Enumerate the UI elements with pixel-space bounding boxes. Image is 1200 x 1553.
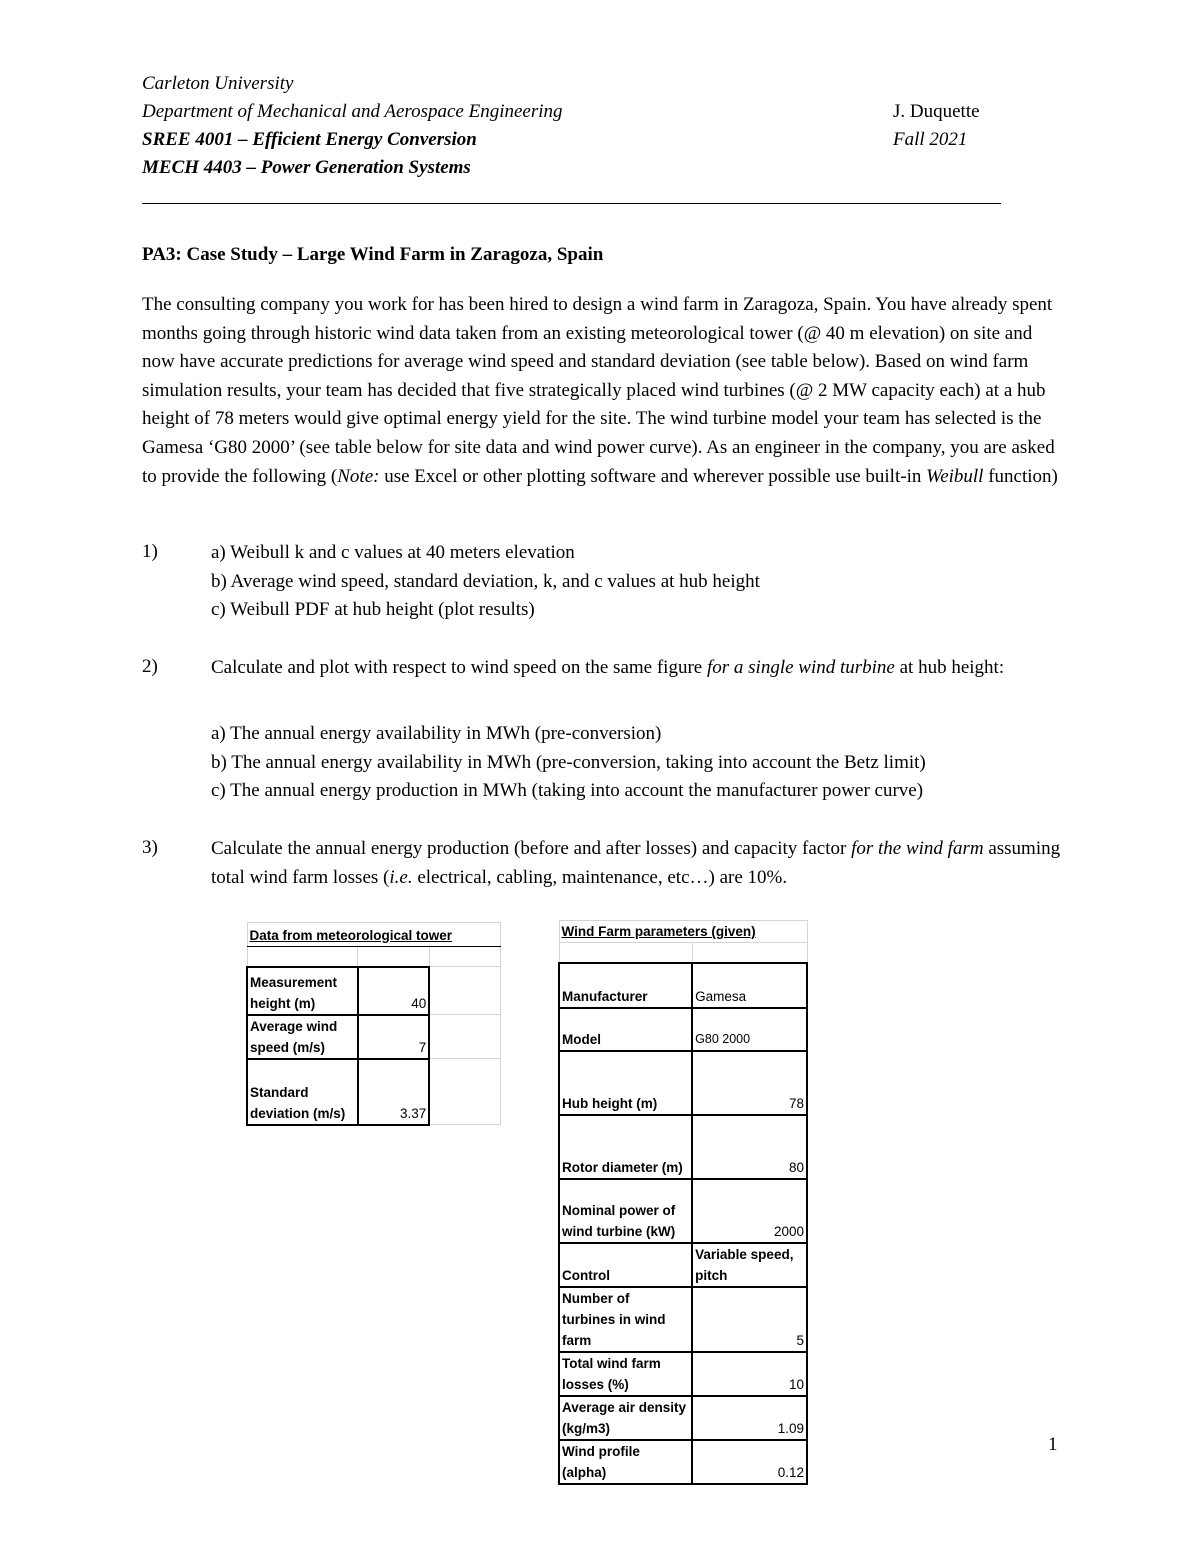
question-3-mid: assuming total wind farm losses ( (211, 838, 1061, 888)
farm-label-losses-l1: Total wind farm (562, 1355, 661, 1371)
farm-value-losses: 10 (692, 1352, 807, 1396)
course-sree: SREE 4001 – Efficient Energy Conversion (142, 129, 477, 150)
question-3-tail: electrical, cabling, maintenance, etc…) are 10%. (412, 866, 788, 888)
question-3-number: 3) (142, 837, 158, 858)
wind-farm-table (558, 920, 808, 1485)
farm-row-air-density (559, 1396, 807, 1440)
university-name: Carleton University (142, 73, 294, 94)
intro-note-label: Note: (337, 465, 380, 487)
farm-label-hub-height: Hub height (m) (559, 1051, 692, 1115)
farm-label-num-turbines (559, 1287, 692, 1352)
met-label-height-l2: height (m) (250, 995, 316, 1011)
spacer-cell (247, 947, 358, 967)
question-2-lead: Calculate and plot with respect to wind speed on the same figure (211, 657, 707, 678)
farm-label-num-turbines-l1: Number of (562, 1290, 630, 1306)
farm-label-nominal-power (559, 1179, 692, 1243)
met-value-height: 40 (358, 967, 430, 1015)
intro-text-main: The consulting company you work for has been hired to design a wind farm in Zaragoza, Spain. You have already spent months going through historic wind data taken from an existing meteorological tower (@ 40 m elevation) on site and now have accurate predictions for average wind speed and standard deviation (see table below). Based on wind farm simulation results, your team has decided that five strategically placed wind turbines (@ 2 MW capacity each) at a hub height of 78 meters would give optimal energy yield for the site. The wind turbine model your team has selected is the Gamesa ‘G80 2000’ (see table below for site data and wind power curve). As an engineer in the company, you are asked to provide the following ( (142, 294, 1055, 487)
farm-value-hub-height: 78 (692, 1051, 807, 1115)
farm-label-control: Control (559, 1243, 692, 1287)
met-value-speed: 7 (358, 1015, 430, 1059)
farm-row-hub-height (559, 1051, 807, 1115)
instructor-name: J. Duquette (893, 101, 980, 122)
farm-value-control-l1: Variable speed, (695, 1246, 794, 1262)
farm-label-losses-l2: losses (%) (562, 1376, 629, 1392)
question-1c: c) Weibull PDF at hub height (plot results) (211, 599, 535, 620)
met-tower-table (246, 922, 501, 1126)
farm-label-model: Model (559, 1008, 692, 1051)
farm-row-model (559, 1008, 807, 1051)
farm-value-rotor-diameter: 80 (692, 1115, 807, 1179)
department-name: Department of Mechanical and Aerospace Engineering (142, 101, 563, 122)
farm-label-num-turbines-l2: turbines in wind (562, 1311, 666, 1327)
intro-paragraph (142, 291, 1064, 491)
farm-label-wind-profile (559, 1440, 692, 1484)
question-3-emph: for the wind farm (851, 838, 984, 859)
farm-label-air-density-l2: (kg/m3) (562, 1420, 611, 1436)
page-number: 1 (1048, 1434, 1058, 1455)
question-1a: a) Weibull k and c values at 40 meters elevation (211, 542, 575, 563)
met-row-height (247, 967, 501, 1015)
farm-row-control (559, 1243, 807, 1287)
met-row-stddev (247, 1059, 501, 1125)
intro-text-mid: use Excel or other plotting software and wherever possible use built-in (379, 465, 927, 487)
farm-row-rotor-diameter (559, 1115, 807, 1179)
farm-table-title-cell (559, 921, 807, 943)
farm-label-manufacturer: Manufacturer (559, 963, 692, 1008)
farm-value-num-turbines: 5 (692, 1287, 807, 1352)
met-label-stddev-l2: deviation (m/s) (250, 1105, 346, 1121)
question-2-number: 2) (142, 656, 158, 677)
farm-label-rotor-diameter: Rotor diameter (m) (559, 1115, 692, 1179)
question-3-stem (211, 835, 1063, 892)
question-2-stem (211, 654, 1066, 683)
farm-row-losses (559, 1352, 807, 1396)
spacer-cell (358, 947, 430, 967)
question-1-number: 1) (142, 541, 158, 562)
question-3-ie: i.e. (389, 866, 413, 888)
met-row-speed (247, 1015, 501, 1059)
farm-row-nominal-power (559, 1179, 807, 1243)
intro-text-end: function) (983, 465, 1058, 487)
empty-cell (429, 1059, 500, 1125)
farm-label-wind-profile-l1: Wind profile (562, 1443, 640, 1459)
met-label-speed (247, 1015, 358, 1059)
empty-cell (429, 967, 500, 1015)
farm-value-model: G80 2000 (692, 1008, 807, 1051)
met-table-title-cell (247, 923, 501, 947)
question-1b: b) Average wind speed, standard deviation, k, and c values at hub height (211, 571, 760, 592)
question-2-emph: for a single wind turbine (706, 657, 895, 678)
farm-row-wind-profile (559, 1440, 807, 1484)
farm-label-num-turbines-l3: farm (562, 1332, 592, 1348)
farm-spacer-row (559, 943, 807, 963)
farm-value-wind-profile: 0.12 (692, 1440, 807, 1484)
farm-label-air-density-l1: Average air density (562, 1399, 687, 1415)
farm-row-manufacturer (559, 963, 807, 1008)
farm-value-control-l2: pitch (695, 1267, 728, 1283)
farm-table-title: Wind Farm parameters (given) (561, 924, 756, 939)
question-2-tail: at hub height: (894, 657, 1005, 678)
farm-value-manufacturer: Gamesa (692, 963, 807, 1008)
met-label-stddev-l1: Standard (250, 1084, 309, 1100)
empty-cell (429, 1015, 500, 1059)
met-value-stddev: 3.37 (358, 1059, 430, 1125)
question-2c: c) The annual energy production in MWh (taking into account the manufacturer power curve) (211, 780, 924, 801)
question-3-lead: Calculate the annual energy production (before and after losses) and capacity factor (211, 838, 852, 859)
met-title-row (247, 923, 501, 947)
spacer-cell (429, 947, 500, 967)
farm-row-num-turbines (559, 1287, 807, 1352)
farm-label-losses (559, 1352, 692, 1396)
farm-label-nominal-power-l1: Nominal power of (562, 1202, 676, 1218)
farm-value-air-density: 1.09 (692, 1396, 807, 1440)
farm-title-row (559, 921, 807, 943)
farm-label-wind-profile-l2: (alpha) (562, 1464, 607, 1480)
course-mech: MECH 4403 – Power Generation Systems (142, 157, 471, 178)
met-label-height (247, 967, 358, 1015)
met-label-speed-l1: Average wind (250, 1018, 338, 1034)
term: Fall 2021 (893, 129, 968, 150)
met-label-speed-l2: speed (m/s) (250, 1039, 326, 1055)
farm-label-nominal-power-l2: wind turbine (kW) (562, 1223, 676, 1239)
intro-weibull-word: Weibull (926, 465, 984, 487)
question-2b: b) The annual energy availability in MWh (pre-conversion, taking into account the Betz limit) (211, 752, 926, 773)
farm-value-control (692, 1243, 807, 1287)
spacer-cell (692, 943, 807, 963)
header-rule (142, 203, 1001, 204)
met-spacer-row (247, 947, 501, 967)
page-title: PA3: Case Study – Large Wind Farm in Zaragoza, Spain (142, 244, 604, 265)
met-label-height-l1: Measurement (250, 974, 338, 990)
met-label-stddev (247, 1059, 358, 1125)
farm-value-nominal-power: 2000 (692, 1179, 807, 1243)
farm-label-air-density (559, 1396, 692, 1440)
question-2a: a) The annual energy availability in MWh (pre-conversion) (211, 723, 662, 744)
spacer-cell (559, 943, 692, 963)
met-table-title: Data from meteorological tower (249, 928, 453, 943)
